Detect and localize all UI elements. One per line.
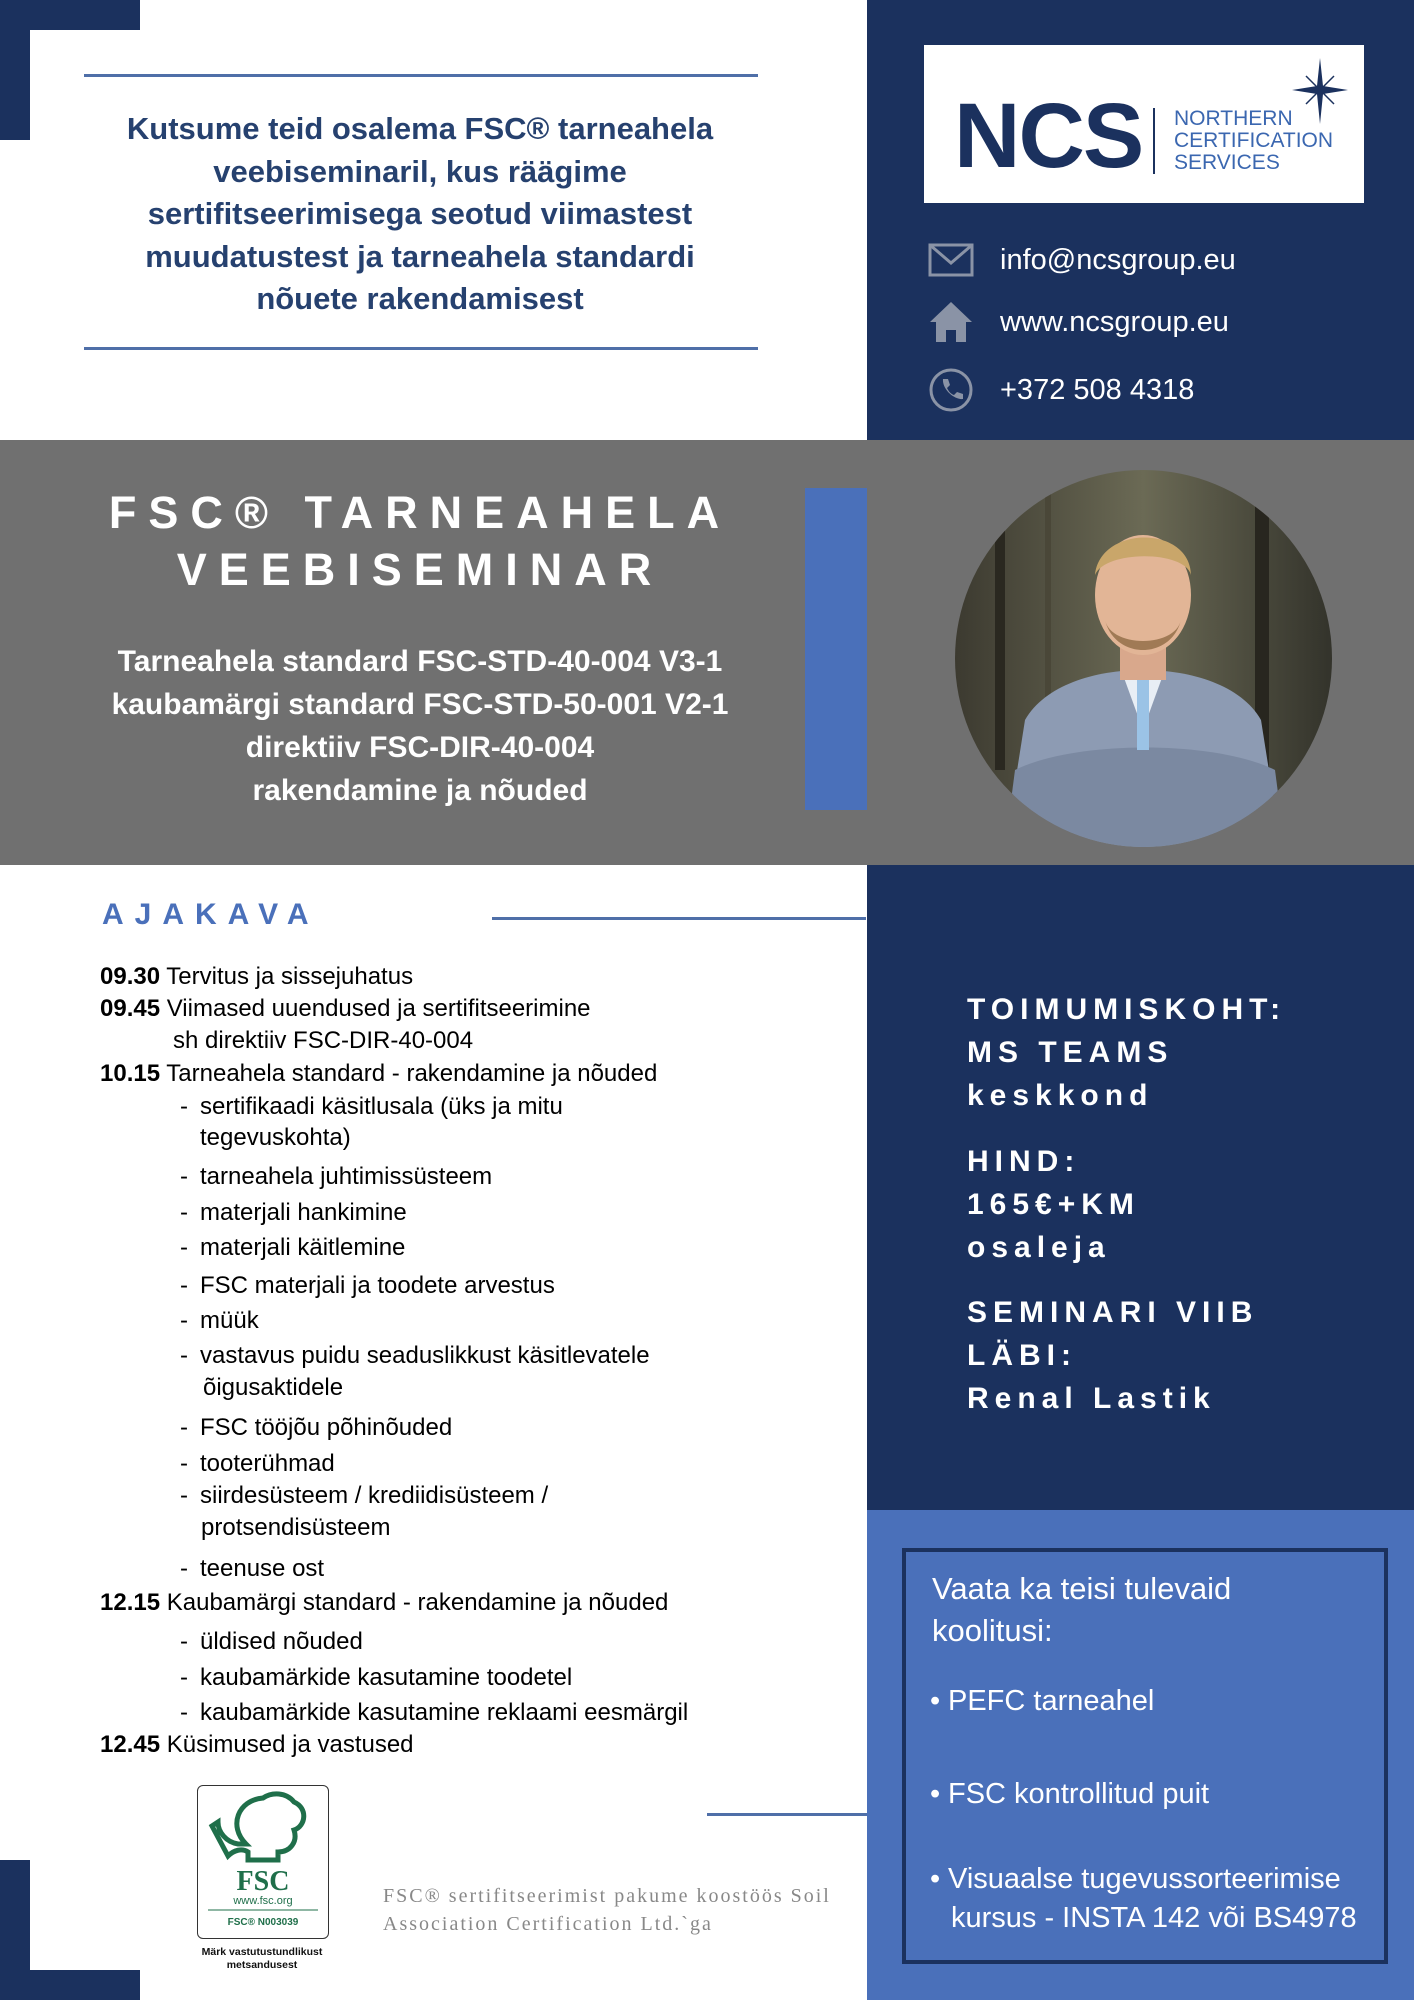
contact-phone-text[interactable]: +372 508 4318 (1000, 373, 1195, 406)
agenda-time: 09.30 (100, 963, 161, 990)
logo-sub-line: NORTHERN (1174, 107, 1293, 130)
price-info (967, 1140, 1387, 1269)
subitem-text: FSC materjali ja toodete arvestus (200, 1272, 555, 1299)
logo-divider (1153, 108, 1155, 174)
agenda-subitem: - materjali hankimine (180, 1199, 407, 1226)
mail-icon (926, 240, 976, 280)
price-unit: osaleja (967, 1231, 1111, 1264)
courses-heading-line: koolitusi: (932, 1613, 1053, 1648)
agenda-subitem: - vastavus puidu seaduslikkust käsitlevatele (180, 1342, 650, 1369)
course-text[interactable]: PEFC tarneahel (948, 1685, 1155, 1717)
speaker-photo (955, 470, 1332, 847)
footer-rule (707, 1813, 867, 1816)
intro-line: Kutsume teid osalema FSC® tarneahela (126, 111, 714, 146)
agenda-subitem: - üldised nõuded (180, 1628, 363, 1655)
phone-icon (926, 370, 976, 410)
bullet-icon: • (930, 1863, 941, 1895)
corner-decoration-bottom-inner (30, 1830, 180, 1970)
subitem-text: FSC tööjõu põhinõuded (200, 1414, 453, 1441)
title-line-2: VEEBISEMINAR (176, 544, 664, 595)
standard-line: direktiiv FSC-DIR-40-004 (245, 731, 595, 764)
course-item-continuation[interactable]: kursus - INSTA 142 või BS4978 (951, 1902, 1357, 1934)
contact-website-text[interactable]: www.ncsgroup.eu (1000, 305, 1229, 338)
agenda-text: Küsimused ja vastused (166, 1731, 414, 1758)
home-icon (926, 302, 976, 342)
fsc-logo (197, 1785, 329, 1939)
courses-heading (932, 1568, 1362, 1652)
subitem-text: kaubamärkide kasutamine toodetel (200, 1664, 573, 1691)
fsc-wordmark: FSC (236, 1866, 290, 1897)
course-item[interactable] (930, 1860, 1370, 1899)
contact-phone[interactable] (926, 370, 1366, 410)
agenda-subitem: - tarneahela juhtimissüsteem (180, 1163, 493, 1190)
agenda-subitem: - FSC tööjõu põhinõuded (180, 1414, 453, 1441)
agenda-item (100, 994, 591, 1024)
fsc-url: www.fsc.org (233, 1895, 293, 1907)
courses-heading-line: Vaata ka teisi tulevaid (932, 1571, 1232, 1606)
intro-line: muudatustest ja tarneahela standardi (145, 238, 695, 274)
agenda-time: 09.45 (100, 995, 161, 1022)
standard-line: Tarneahela standard FSC-STD-40-004 V3-1 (117, 645, 723, 678)
footnote-line: Association Certification Ltd.`ga (383, 1913, 713, 1935)
contact-email-text[interactable]: info@ncsgroup.eu (1000, 243, 1236, 276)
fsc-code: FSC® N003039 (227, 1917, 299, 1928)
agenda-subitem: - müük (180, 1307, 259, 1334)
host-label: LÄBI: (967, 1339, 1077, 1372)
agenda-subitem-continuation: õigusaktidele (203, 1374, 344, 1401)
footnote (383, 1882, 863, 1938)
fsc-caption-line: metsandusest (226, 1959, 298, 1971)
subitem-text: tooterühmad (200, 1450, 335, 1477)
star-icon (1290, 56, 1350, 126)
intro-text (110, 108, 730, 321)
agenda-text: Viimased uuendused ja sertifitseerimine (166, 995, 591, 1022)
agenda-subitem: - teenuse ost (180, 1555, 325, 1582)
host-info (967, 1291, 1387, 1420)
agenda-time: 10.15 (100, 1060, 161, 1087)
agenda-subitem: - sertifikaadi käsitlusala (üks ja mitu (180, 1093, 563, 1120)
footnote-line: FSC® sertifitseerimist pakume koostöös Soil (383, 1885, 831, 1907)
agenda-title: AJAKAVA (102, 898, 320, 931)
fsc-caption (186, 1946, 338, 1972)
course-text[interactable]: FSC kontrollitud puit (948, 1778, 1210, 1810)
intro-line: nõuete rakendamisest (256, 281, 584, 316)
contact-website[interactable] (926, 302, 1366, 342)
intro-bottom-rule (84, 347, 758, 350)
agenda-subitem: - kaubamärkide kasutamine toodetel (180, 1664, 573, 1691)
standard-line: rakendamine ja nõuded (252, 774, 588, 807)
bullet-icon: • (930, 1778, 941, 1810)
subitem-text: materjali käitlemine (200, 1234, 406, 1261)
agenda-text: Tarneahela standard - rakendamine ja nõuded (166, 1060, 658, 1087)
subitem-text: materjali hankimine (200, 1199, 407, 1226)
agenda-subitem: - FSC materjali ja toodete arvestus (180, 1272, 555, 1299)
standards-list (80, 640, 760, 812)
agenda-subitem: - tooterühmad (180, 1450, 335, 1477)
price-value: 165€+KM (967, 1188, 1140, 1221)
logo-wordmark: NCS (954, 85, 1143, 187)
host-name: Renal Lastik (967, 1382, 1216, 1415)
logo-sub-line: CERTIFICATION (1174, 129, 1334, 152)
intro-line: sertifitseerimisega seotud viimastest (147, 196, 693, 231)
agenda-item (100, 1059, 657, 1089)
subitem-text: üldised nõuded (200, 1628, 363, 1655)
venue-info (967, 988, 1387, 1117)
agenda-item (100, 1588, 668, 1618)
venue-value: MS TEAMS (967, 1036, 1174, 1069)
agenda-rule (492, 917, 866, 920)
logo-sub-line: SERVICES (1174, 151, 1280, 174)
subitem-text: vastavus puidu seaduslikkust käsitlevatele (200, 1342, 650, 1369)
agenda-subitem: - materjali käitlemine (180, 1234, 406, 1261)
agenda-item (100, 962, 413, 992)
venue-label: TOIMUMISKOHT: (967, 993, 1287, 1026)
subitem-text: siirdesüsteem / krediidisüsteem / (200, 1482, 549, 1509)
page-title (80, 484, 760, 598)
price-label: HIND: (967, 1145, 1081, 1178)
course-item[interactable] (930, 1682, 1370, 1721)
subitem-text: müük (200, 1307, 259, 1334)
subitem-text: kaubamärkide kasutamine reklaami eesmärgil (200, 1699, 689, 1726)
agenda-subitem: - siirdesüsteem / krediidisüsteem / (180, 1482, 549, 1509)
venue-value: keskkond (967, 1079, 1154, 1112)
host-label: SEMINARI VIIB (967, 1296, 1259, 1329)
agenda-subitem-continuation: tegevuskohta) (200, 1124, 351, 1151)
agenda-subitem-continuation: protsendisüsteem (201, 1514, 391, 1541)
bullet-icon: • (930, 1685, 941, 1717)
agenda-time: 12.15 (100, 1589, 161, 1616)
agenda-subitem: - kaubamärkide kasutamine reklaami eesmärgil (180, 1699, 689, 1726)
fsc-tree-icon (198, 1786, 328, 1938)
title-line-1: FSC® TARNEAHELA (108, 487, 732, 538)
agenda-time: 12.45 (100, 1731, 161, 1758)
agenda-text: Kaubamärgi standard - rakendamine ja nõuded (166, 1589, 669, 1616)
agenda-item-continuation: sh direktiiv FSC-DIR-40-004 (173, 1027, 474, 1054)
standard-line: kaubamärgi standard FSC-STD-50-001 V2-1 (111, 688, 729, 721)
subitem-text: sertifikaadi käsitlusala (üks ja mitu (200, 1093, 563, 1120)
course-text[interactable]: Visuaalse tugevussorteerimise (948, 1863, 1341, 1895)
subitem-text: tarneahela juhtimissüsteem (200, 1163, 493, 1190)
fsc-caption-line: Märk vastutustundlikust (201, 1946, 323, 1958)
agenda-item (100, 1730, 414, 1760)
agenda-text: Tervitus ja sissejuhatus (166, 963, 414, 990)
intro-line: veebiseminaril, kus räägime (213, 153, 627, 189)
accent-bar (805, 488, 867, 810)
subitem-text: teenuse ost (200, 1555, 325, 1582)
course-item[interactable] (930, 1775, 1370, 1814)
contact-email[interactable] (926, 240, 1366, 280)
intro-top-rule (84, 74, 758, 77)
